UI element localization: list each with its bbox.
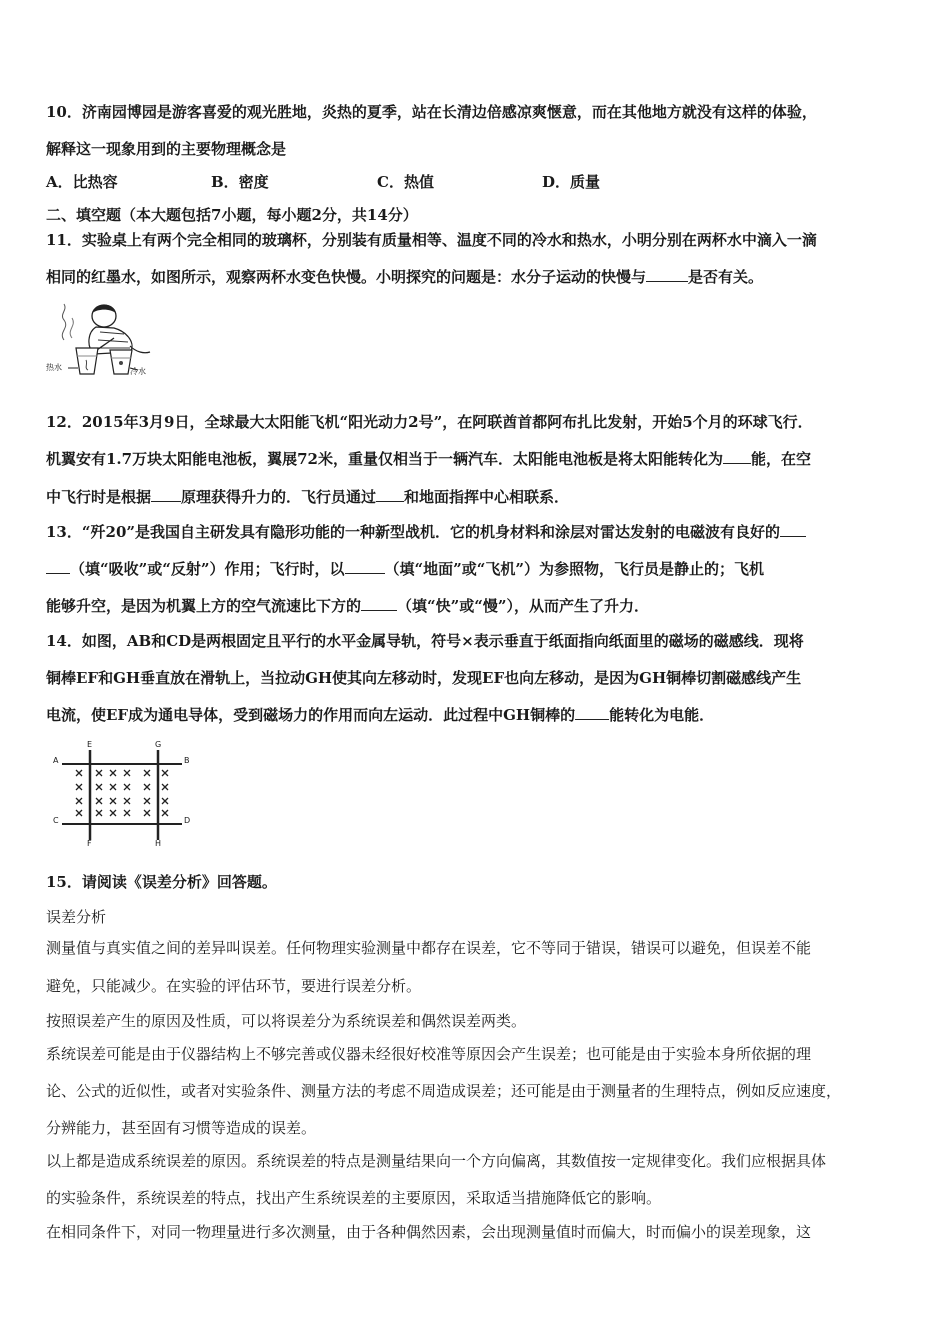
label-g: G — [155, 740, 162, 749]
q12-blank-1[interactable] — [723, 448, 751, 464]
q13-line3: 能够升空，是因为机翼上方的空气流速比下方的 （填“快”或“慢”），从而产生了升力． — [46, 597, 650, 615]
q14-line2: 铜棒EF和GH垂直放在滑轨上，当拉动GH使其向左移动时，发现EF也向左移动，是因为GH铜棒切割磁感线产生 — [46, 669, 802, 687]
q15-paragraph-line: 在相同条件下，对同一物理量进行多次测量，由于各种偶然因素，会出现测量值时而偏大，时而偏小的误差现象，这 — [46, 1223, 812, 1241]
q10-option-b: B．密度 — [211, 173, 269, 191]
q15-paragraph-line: 以上都是造成系统误差的原因。系统误差的特点是测量结果向一个方向偏离，其数值按一定规律变化。我们应根据具体 — [46, 1152, 827, 1170]
q15-paragraph-line: 的实验条件，系统误差的特点，找出产生系统误差的主要原因，采取适当措施降低它的影响。 — [46, 1189, 662, 1207]
q10-line2: 解释这一现象用到的主要物理概念是 — [46, 140, 287, 158]
q13-line2: （填“吸收”或“反射”）作用；飞行时，以 （填“地面”或“飞机”）为参照物，飞行员是静止的；飞机 — [46, 558, 764, 580]
q15-line1: 15．请阅读《误差分析》回答题。 — [46, 873, 277, 891]
q10-option-c: C．热值 — [377, 173, 434, 191]
label-e: E — [87, 740, 93, 749]
q14-line1: 14．如图，AB和CD是两根固定且平行的水平金属导轨，符号×表示垂直于纸面指向纸面里的磁场的磁感线．现将 — [46, 632, 804, 650]
q10-option-a: A．比热容 — [46, 173, 118, 191]
q10-line1: 10．济南园博园是游客喜爱的观光胜地，炎热的夏季，站在长清边倍感凉爽惬意，而在其他地方就没有这样的体验， — [46, 103, 817, 121]
q15-paragraph-line: 测量值与真实值之间的差异叫误差。任何物理实验测量中都存在误差，它不等同于错误，错误可以避免，但误差不能 — [46, 939, 812, 957]
rails-magnetic-field-diagram — [50, 740, 192, 848]
q14-line3: 电流，使EF成为通电导体，受到磁场力的作用而向左运动．此过程中GH铜棒的 能转化为电能． — [46, 706, 715, 724]
hot-water-label: 热水 — [46, 363, 62, 372]
q13-line1: 13．“歼20”是我国自主研发具有隐形功能的一种新型战机．它的机身材料和涂层对雷达发射的电磁波有良好的 — [46, 521, 806, 543]
q12-line1: 12．2015年3月9日，全球最大太阳能飞机“阳光动力2号”，在阿联酋首都阿布扎比发射，开始5个月的环球飞行． — [46, 413, 813, 431]
q11-blank[interactable] — [646, 266, 688, 282]
q15-paragraph-line: 系统误差可能是由于仪器结构上不够完善或仪器未经很好校准等原因会产生误差；也可能是由于实验本身所依据的理 — [46, 1045, 812, 1063]
label-h: H — [155, 839, 162, 848]
label-f: F — [87, 839, 92, 848]
cold-water-label: 冷水 — [130, 367, 146, 376]
q14-blank[interactable] — [575, 704, 609, 720]
label-c: C — [53, 816, 59, 825]
q12-line2: 机翼安有1.7万块太阳能电池板，翼展72米，重量仅相当于一辆汽车．太阳能电池板是将太阳能转化为 能，在空 — [46, 450, 811, 468]
q11-line1: 11．实验桌上有两个完全相同的玻璃杯，分别装有质量相等、温度不同的冷水和热水，小明分别在两杯水中滴入一滴 — [46, 231, 817, 249]
q13-blank-1a[interactable] — [780, 521, 806, 537]
q14-figure — [50, 740, 192, 848]
q15-paragraph-line: 避免，只能减少。在实验的评估环节，要进行误差分析。 — [46, 977, 422, 995]
q12-blank-2[interactable] — [151, 486, 181, 502]
q13-blank-3[interactable] — [361, 595, 397, 611]
label-b: B — [184, 756, 190, 765]
q12-blank-3[interactable] — [376, 486, 404, 502]
section2-title: 二、填空题（本大题包括7小题，每小题2分，共14分） — [46, 206, 418, 224]
q15-paragraph-line: 分辨能力，甚至固有习惯等造成的误差。 — [46, 1119, 317, 1137]
q11-figure — [44, 302, 156, 382]
q15-heading: 误差分析 — [46, 908, 107, 926]
q12-line3: 中飞行时是根据 原理获得升力的．飞行员通过 和地面指挥中心相联系． — [46, 488, 570, 506]
label-a: A — [53, 756, 59, 765]
label-d: D — [184, 816, 191, 825]
q13-blank-1b[interactable] — [46, 558, 70, 574]
q15-paragraph-line: 按照误差产生的原因及性质，可以将误差分为系统误差和偶然误差两类。 — [46, 1012, 527, 1030]
q13-blank-2[interactable] — [345, 558, 385, 574]
q11-line2: 相同的红墨水，如图所示，观察两杯水变色快慢。小明探究的问题是：水分子运动的快慢与 是否有关。 — [46, 268, 764, 286]
q10-option-d: D．质量 — [542, 173, 601, 191]
q15-paragraph-line: 论、公式的近似性，或者对实验条件、测量方法的考虑不周造成误差；还可能是由于测量者的生理特点，例如反应速度， — [46, 1082, 842, 1100]
